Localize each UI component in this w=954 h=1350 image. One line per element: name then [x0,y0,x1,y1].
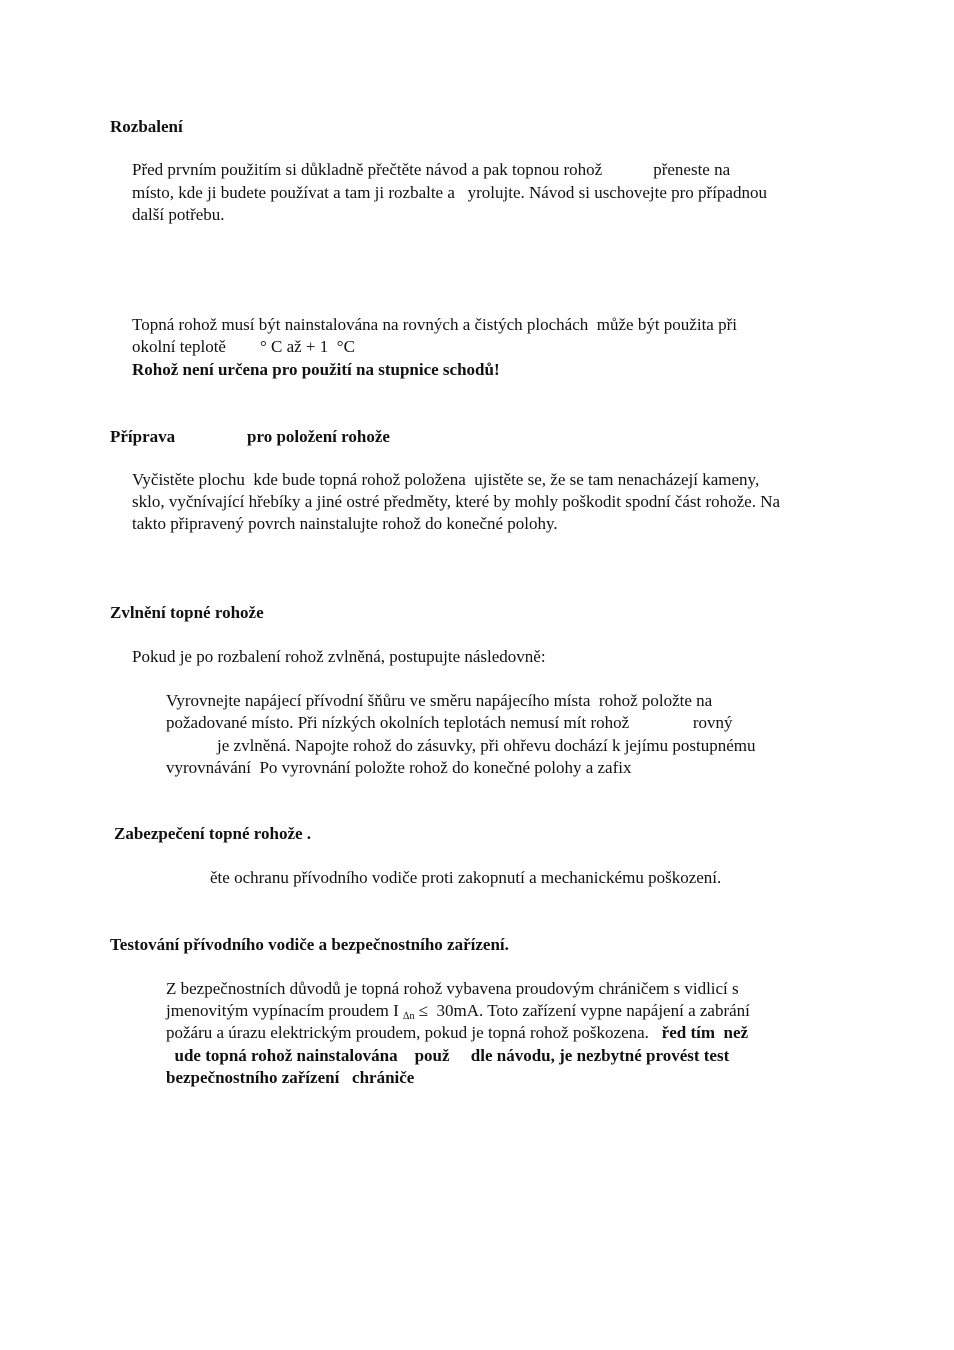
installation-line-1: Topná rohož musí být nainstalována na rovných a čistých plochách může být použita při [132,315,737,334]
heading-unpacking: Rozbalení [110,117,183,136]
unpacking-line-2: místo, kde ji budete používat a tam ji rozbalte a yrolujte. Návod si uschovejte pro případnou [132,183,767,202]
heading-preparation: Příprava [110,427,176,446]
installation-line-2: okolní teplotě ° C až + 1 °C [132,337,355,356]
unpacking-line-3: další potřebu. [132,205,225,224]
waviness-line-4: vyrovnávání Po vyrovnání položte rohož do konečné polohy a zafix [166,758,632,777]
waviness-line-1: Vyrovnejte napájecí přívodní šňůru ve směru napájecího místa rohož položte na [166,691,713,710]
heading-preparation-cont: pro položení rohože [247,427,390,446]
securing-line: ěte ochranu přívodního vodiče proti zakopnutí a mechanickému poškození. [210,868,722,887]
delta-n-subscript: Δn [403,1011,415,1022]
testing-line-1: Z bezpečnostních důvodů je topná rohož vybavena proudovým chráničem s vidlicí s [166,979,739,998]
waviness-line-2: požadované místo. Při nízkých okolních teplotách nemusí mít rohož rovný [166,713,733,732]
heading-securing: Zabezpečení topné rohože . [114,824,312,843]
preparation-line-3: takto připravený povrch nainstalujte rohož do konečné polohy. [132,514,558,533]
testing-line-5: bezpečnostního zařízení chrániče [166,1068,415,1087]
waviness-intro: Pokud je po rozbalení rohož zvlněná, postupujte následovně: [132,647,546,666]
testing-line-4: ude topná rohož nainstalována použ dle návodu, je nezbytné provést test [166,1046,730,1065]
heading-testing: Testování přívodního vodiče a bezpečnostního zařízení. [110,935,509,954]
testing-line-3 [166,1022,748,1044]
preparation-line-2: sklo, vyčnívající hřebíky a jiné ostré předměty, které by mohly poškodit spodní část rohože. Na [132,492,781,511]
waviness-line-3: je zvlněná. Napojte rohož do zásuvky, při ohřevu dochází k jejímu postupnému [166,736,756,755]
testing-line-2-a: jmenovitým vypínacím proudem I [166,1001,404,1020]
testing-line-2-b: ≤ 30mA. Toto zařízení vypne napájení a zabrání [414,1001,750,1020]
testing-line-3-b: řed tím než [661,1023,749,1042]
testing-line-3-a: požáru a úrazu elektrickým proudem, pokud je topná rohož poškozena. [166,1023,662,1042]
installation-warning: Rohož není určena pro použití na stupnice schodů! [132,360,500,379]
preparation-line-1: Vyčistěte plochu kde bude topná rohož položena ujistěte se, že se tam nenacházejí kameny, [132,470,760,489]
unpacking-line-1: Před prvním použitím si důkladně přečtěte návod a pak topnou rohož přeneste na [132,160,731,179]
heading-waviness: Zvlnění topné rohože [110,603,264,622]
